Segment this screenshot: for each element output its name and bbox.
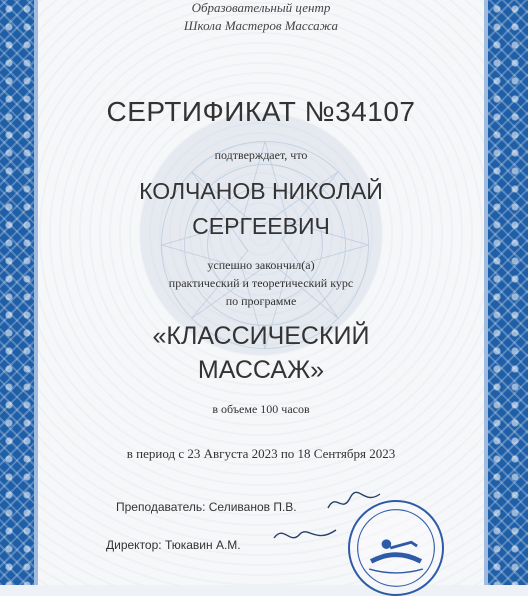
course-volume: в объеме 100 часов [212, 402, 310, 416]
left-ornamental-border [0, 0, 34, 585]
completion-line-1: успешно закончил(а) [207, 258, 315, 272]
program-title-line-2: МАССАЖ» [197, 356, 325, 384]
recipient-name-line-1: КОЛЧАНОВ НИКОЛАЙ [139, 178, 383, 204]
completion-line-3: по программе [225, 294, 297, 308]
organization-line-1: Образовательный центр [191, 0, 331, 15]
teacher-signature-line: Преподаватель: Селиванов П.В. [116, 500, 297, 514]
program-title-line-1: «КЛАССИЧЕСКИЙ [152, 322, 370, 350]
director-signature [270, 520, 340, 550]
certificate-title: СЕРТИФИКАТ №34107 [106, 96, 416, 127]
course-period: в период с 23 Августа 2023 по 18 Сентября 2023 [126, 446, 396, 461]
completion-line-2: практический и теоретический курс [168, 276, 354, 290]
right-ornamental-border [488, 0, 528, 585]
certificate-sheet [38, 0, 484, 585]
right-inner-line [484, 0, 488, 585]
confirms-text: подтверждает, что [214, 148, 308, 162]
organization-line-2: Школа Мастеров Массажа [183, 18, 339, 33]
recipient-name-line-2: СЕРГЕЕВИЧ [192, 213, 330, 239]
official-stamp [348, 500, 444, 596]
director-signature-line: Директор: Тюкавин А.М. [106, 538, 241, 552]
